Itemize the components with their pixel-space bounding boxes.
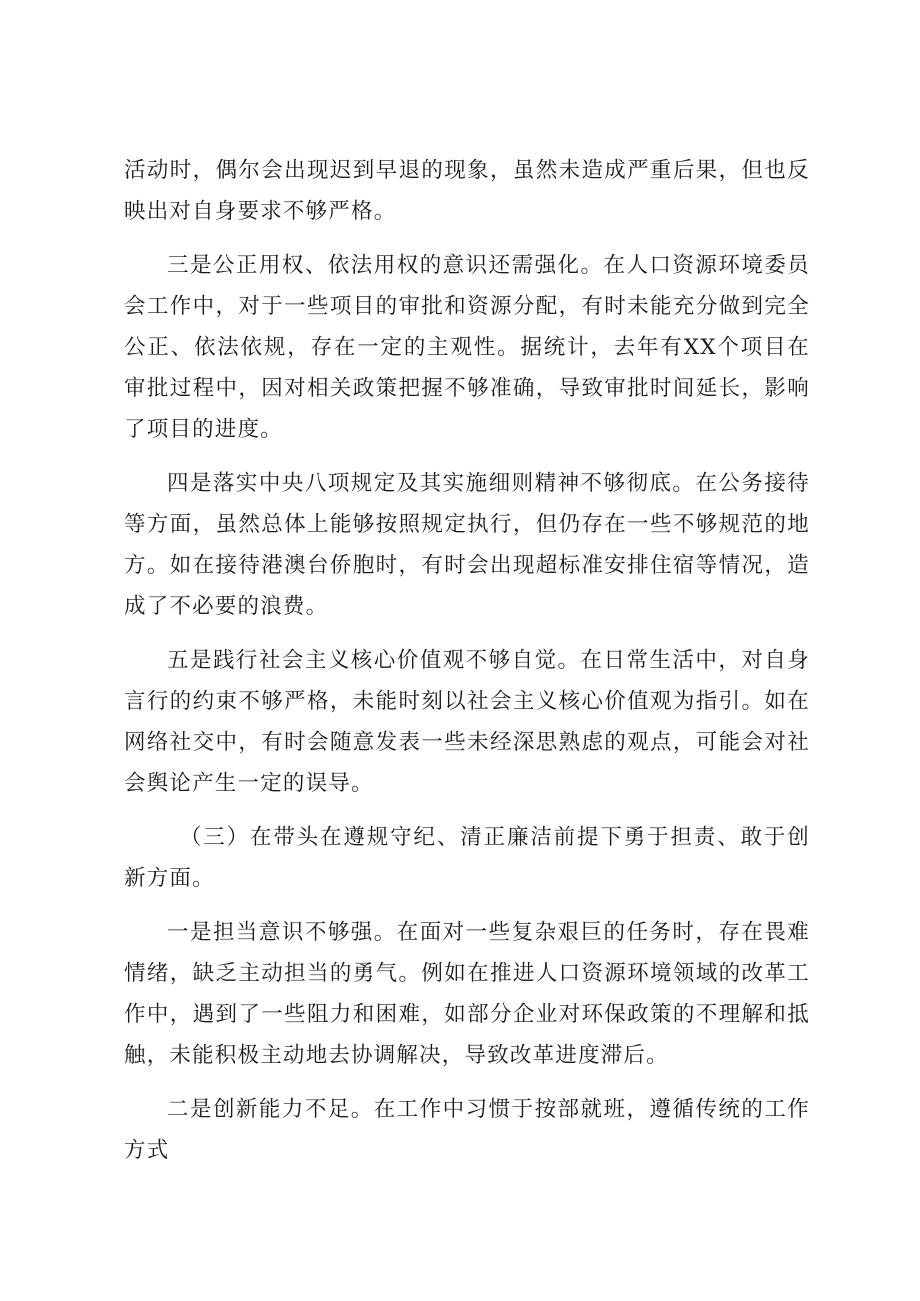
paragraph-continuation: 活动时，偶尔会出现迟到早退的现象，虽然未造成严重后果，但也反映出对自身要求不够严格。 [124,158,810,224]
document-body [124,150,810,1184]
paragraph-point-four: 四是落实中央八项规定及其实施细则精神不够彻底。在公务接待等方面，虽然总体上能够按照规定执行，但仍存在一些不够规范的地方。如在接待港澳台侨胞时，有时会出现超标准安排住宿等情况，造成了不必要的浪费。 [124,471,810,619]
section-heading-three: （三）在带头在遵规守纪、清正廉洁前提下勇于担责、敢于创新方面。 [124,825,810,891]
paragraph-point-one: 一是担当意识不够强。在面对一些复杂艰巨的任务时，存在畏难情绪，缺乏主动担当的勇气。例如在推进人口资源环境领域的改革工作中，遇到了一些阻力和困难，如部分企业对环保政策的不理解和抵触，未能积极主动地去协调解决，导致改革进度滞后。 [124,920,810,1068]
paragraph-point-two: 二是创新能力不足。在工作中习惯于按部就班，遵循传统的工作方式 [124,1097,810,1163]
paragraph-point-three: 三是公正用权、依法用权的意识还需强化。在人口资源环境委员会工作中，对于一些项目的审批和资源分配，有时未能充分做到完全公正、依法依规，存在一定的主观性。据统计，去年有XX个项目在审批过程中，因对相关政策把握不够准确，导致审批时间延长，影响了项目的进度。 [124,253,810,442]
paragraph-point-five: 五是践行社会主义核心价值观不够自觉。在日常生活中，对自身言行的约束不够严格，未能时刻以社会主义核心价值观为指引。如在网络社交中，有时会随意发表一些未经深思熟虑的观点，可能会对社会舆论产生一定的误导。 [124,648,810,796]
